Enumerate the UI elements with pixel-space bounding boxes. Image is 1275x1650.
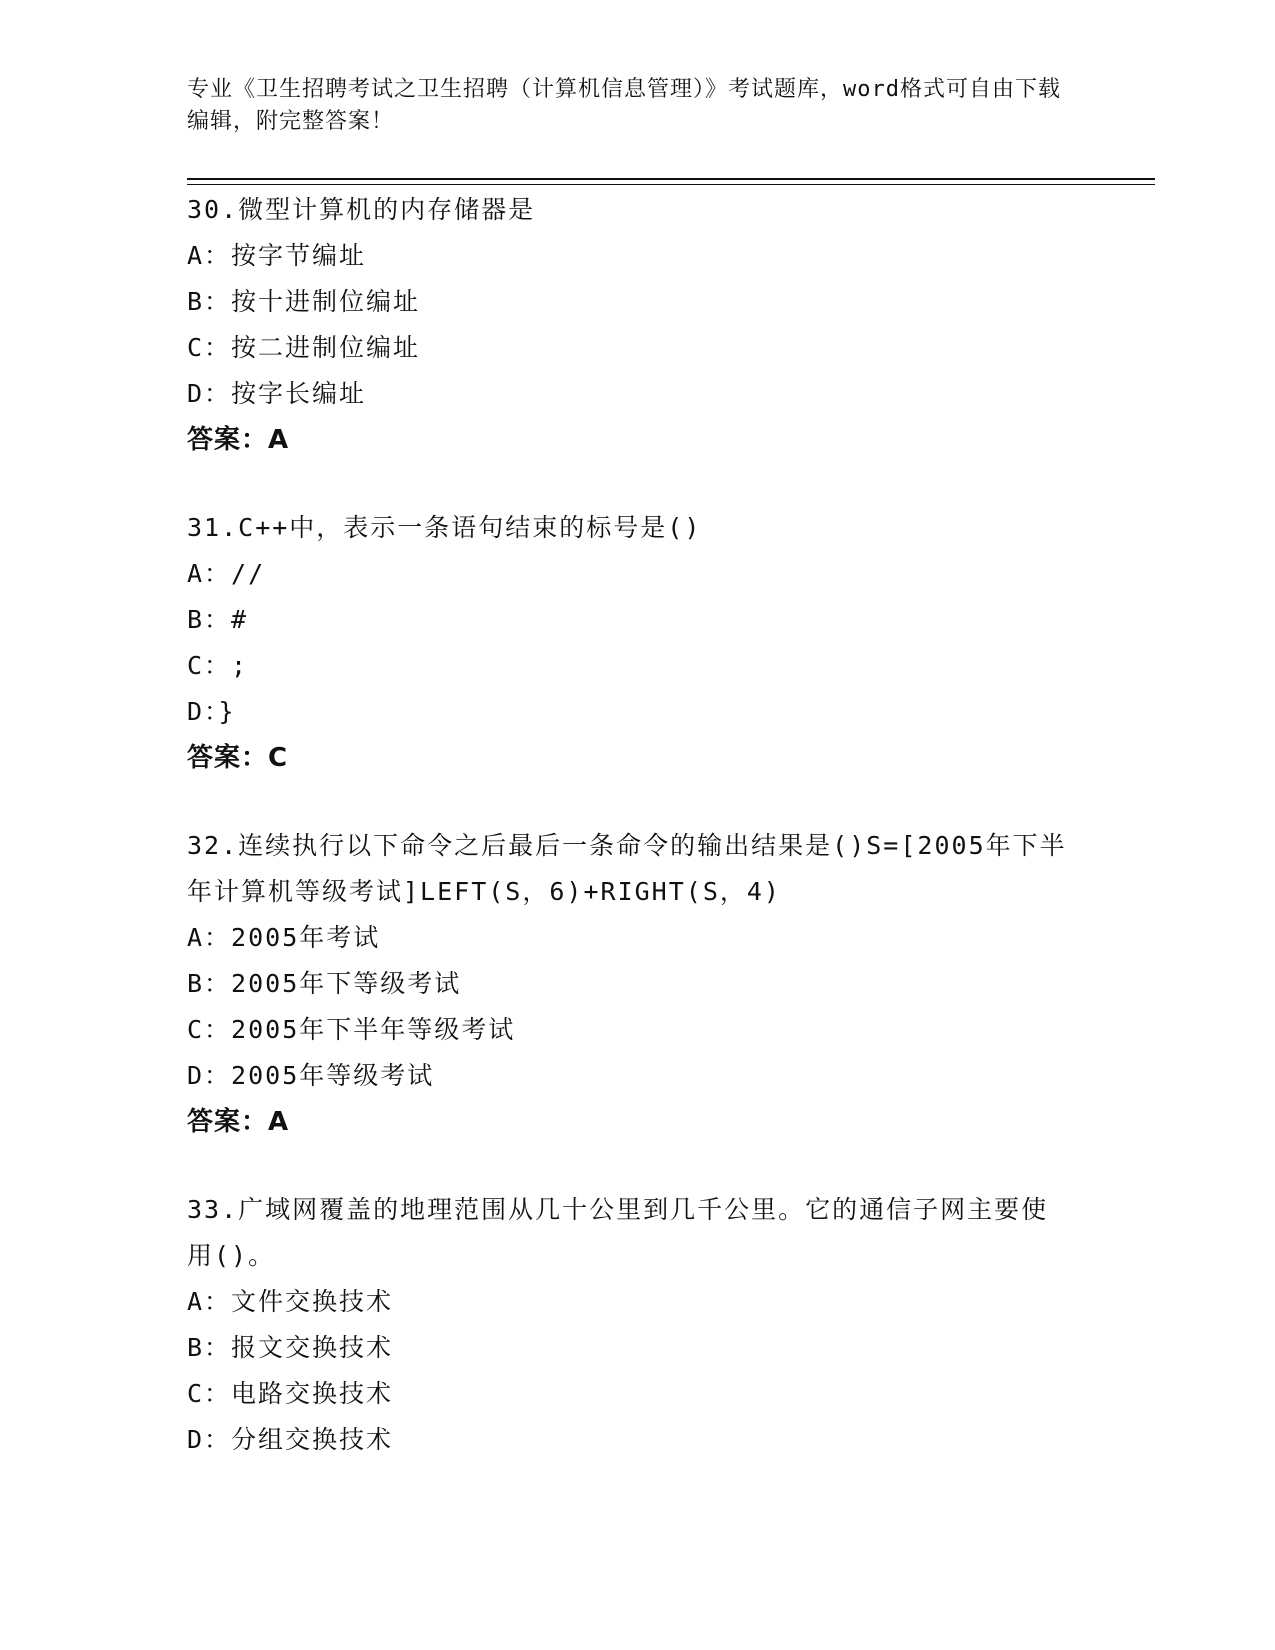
question-32 bbox=[187, 823, 1087, 1145]
question-stem: 33.广域网覆盖的地理范围从几十公里到几千公里。它的通信子网主要使用()。 bbox=[187, 1195, 1049, 1270]
question-31 bbox=[187, 505, 1087, 781]
option-c: C：; bbox=[187, 651, 249, 680]
option-a: A：文件交换技术 bbox=[187, 1287, 394, 1316]
option-c: C：电路交换技术 bbox=[187, 1379, 394, 1408]
answer-line: 答案：A bbox=[187, 1107, 290, 1137]
option-d: D：按字长编址 bbox=[187, 379, 367, 408]
option-b: B：报文交换技术 bbox=[187, 1333, 394, 1362]
option-d: D：分组交换技术 bbox=[187, 1425, 394, 1454]
option-b: B：2005年下等级考试 bbox=[187, 969, 462, 998]
answer-line: 答案：C bbox=[187, 743, 289, 773]
option-b: B：按十进制位编址 bbox=[187, 287, 421, 316]
option-b: B：# bbox=[187, 605, 249, 634]
option-d: D：2005年等级考试 bbox=[187, 1061, 435, 1090]
question-30 bbox=[187, 187, 1087, 463]
header-divider bbox=[187, 178, 1155, 185]
question-stem: 32.连续执行以下命令之后最后一条命令的输出结果是()S=[2005年下半年计算机等级考试]LEFT(S，6)+RIGHT(S，4) bbox=[187, 831, 1067, 906]
answer-line: 答案：A bbox=[187, 425, 290, 455]
option-a: A：2005年考试 bbox=[187, 923, 381, 952]
option-c: C：2005年下半年等级考试 bbox=[187, 1015, 516, 1044]
option-a: A：// bbox=[187, 559, 266, 588]
question-stem: 31.C++中，表示一条语句结束的标号是() bbox=[187, 513, 702, 542]
question-stem: 30.微型计算机的内存储器是 bbox=[187, 195, 536, 224]
option-a: A：按字节编址 bbox=[187, 241, 367, 270]
question-list bbox=[187, 187, 1087, 1505]
document-header: 专业《卫生招聘考试之卫生招聘（计算机信息管理）》考试题库，word格式可自由下载编辑，附完整答案！ bbox=[187, 77, 1061, 134]
option-d: D：} bbox=[187, 697, 236, 726]
option-c: C：按二进制位编址 bbox=[187, 333, 421, 362]
question-33 bbox=[187, 1187, 1087, 1463]
